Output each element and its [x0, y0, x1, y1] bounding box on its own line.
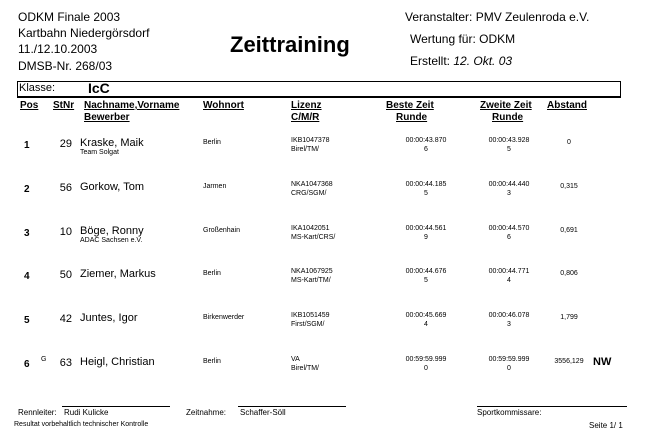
row-second-time	[479, 267, 539, 285]
row-second-lap: 6	[507, 233, 511, 241]
row-best-time	[396, 355, 456, 373]
timing-value: Schaffer-Söll	[240, 408, 286, 417]
row-best-time-value: 00:00:44.561	[405, 224, 447, 232]
footer-note: Resultat vorbehaltlich technischer Kontrolle	[14, 421, 149, 428]
row-gap: 0,315	[560, 182, 578, 190]
row-chassis: MS-Kart/TM/	[291, 277, 331, 285]
row-second-time	[479, 311, 539, 329]
row-wohnort: Berlin	[203, 358, 221, 365]
row-gap: 1,799	[560, 314, 578, 322]
klasse-label: Klasse:	[19, 82, 56, 94]
row-best-time-value: 00:00:45.669	[405, 312, 447, 320]
row-best-time	[396, 267, 456, 285]
row-stnr: 42	[59, 313, 72, 326]
row-best-lap: 6	[424, 146, 428, 153]
row-second-time	[479, 180, 539, 198]
row-best-lap: 9	[424, 233, 428, 241]
row-stnr: 50	[59, 269, 72, 282]
row-wohnort: Großenhain	[203, 226, 240, 234]
row-best-time-value: 00:00:44.676	[405, 268, 447, 276]
row-name: Kraske, Maik	[80, 137, 144, 149]
track-name: Kartbahn Niedergörsdorf	[18, 26, 150, 40]
row-stnr: 29	[59, 138, 72, 150]
race-director-label: Rennleiter:	[18, 408, 57, 417]
col-stnr: StNr	[53, 100, 75, 111]
row-second-time	[479, 224, 539, 242]
row-wohnort: Birkenwerder	[203, 314, 245, 322]
table-row	[0, 353, 650, 397]
row-nw: NW	[593, 356, 612, 368]
col-best-runde: Runde	[396, 112, 428, 123]
row-name: Heigl, Christian	[80, 356, 155, 368]
row-lizenz	[291, 224, 335, 242]
row-gap: 3556,129	[554, 358, 584, 365]
row-chassis: MS-Kart/CRS/	[291, 233, 336, 241]
row-best-time-value: 00:00:43.870	[405, 137, 447, 144]
row-stnr: 63	[59, 357, 72, 369]
table-row	[0, 178, 650, 222]
col-name: Nachname,Vorname	[84, 100, 180, 111]
klasse-value: IcC	[88, 80, 110, 96]
row-license: NKA1067925	[291, 268, 333, 276]
row-second-time	[479, 355, 539, 373]
row-wohnort: Berlin	[203, 139, 221, 146]
row-stnr: 56	[59, 181, 72, 194]
row-second-time-value: 00:00:44.771	[488, 268, 530, 276]
event-dates: 11./12.10.2003	[18, 42, 98, 56]
organizer-label: Veranstalter:	[405, 10, 473, 24]
row-pos: 3	[24, 227, 30, 239]
created-value: 12. Okt. 03	[453, 54, 513, 68]
col-second-runde: Runde	[492, 112, 524, 123]
row-lizenz	[291, 355, 319, 373]
row-second-time-value: 00:00:44.570	[488, 224, 530, 232]
row-best-time	[396, 224, 456, 242]
row-name: Juntes, Igor	[80, 312, 138, 325]
row-best-lap: 5	[424, 277, 428, 285]
row-pos: 4	[24, 271, 30, 283]
row-best-time-value: 00:59:59.999	[405, 356, 447, 363]
row-best-time-value: 00:00:44.185	[405, 180, 447, 188]
col-lizenz: Lizenz	[291, 100, 322, 111]
row-pos: 2	[24, 183, 30, 195]
row-best-lap: 5	[424, 189, 428, 197]
row-lizenz	[291, 180, 333, 198]
rating-label: Wertung für:	[410, 32, 476, 46]
row-team: Team Solgat	[80, 149, 119, 156]
created-line	[410, 53, 512, 69]
organizer-line	[405, 9, 589, 25]
row-team: ADAC Sachsen e.V.	[80, 236, 143, 244]
rating-value: ODKM	[479, 32, 516, 46]
col-best: Beste Zeit	[386, 100, 434, 111]
row-best-time	[396, 180, 456, 198]
table-row	[0, 222, 650, 266]
row-lizenz	[291, 136, 330, 154]
row-second-lap: 3	[507, 189, 511, 197]
row-license: IKA1042051	[291, 224, 330, 232]
col-second: Zweite Zeit	[480, 100, 532, 111]
row-wohnort: Berlin	[203, 270, 221, 278]
row-gap: 0,806	[560, 270, 578, 278]
col-pos: Pos	[20, 100, 39, 111]
row-chassis: First/SGM/	[291, 321, 325, 329]
row-pos: 5	[24, 315, 30, 327]
row-stnr: 10	[59, 225, 72, 238]
race-director-line	[62, 406, 170, 407]
row-second-time-value: 00:00:46.078	[488, 312, 530, 320]
row-second-lap: 3	[507, 321, 511, 329]
row-wohnort: Jarmen	[203, 182, 227, 190]
col-wohnort: Wohnort	[203, 100, 244, 111]
row-best-time	[396, 311, 456, 329]
commissioner-label: Sportkommissare:	[477, 408, 542, 417]
row-best-lap: 4	[424, 321, 428, 329]
col-gap: Abstand	[547, 100, 587, 111]
row-best-time	[396, 136, 456, 154]
row-flag: G	[41, 356, 47, 363]
row-name: Ziemer, Markus	[80, 268, 156, 281]
row-name: Gorkow, Tom	[80, 180, 144, 193]
row-license: IKB1051459	[291, 312, 330, 320]
created-label: Erstellt:	[410, 54, 451, 68]
row-license: VA	[291, 356, 300, 363]
row-pos: 1	[24, 140, 30, 151]
dmsb-number: DMSB-Nr. 268/03	[18, 59, 113, 73]
row-pos: 6	[24, 359, 30, 370]
page-number: Seite 1/ 1	[589, 421, 623, 430]
table-row	[0, 265, 650, 309]
row-chassis: Birel/TM/	[291, 365, 319, 372]
race-director: Rudi Kulicke	[64, 408, 109, 417]
col-bewerber: Bewerber	[84, 112, 130, 123]
row-lizenz	[291, 267, 333, 285]
table-row	[0, 309, 650, 353]
header-rule	[17, 96, 621, 98]
organizer-value: PMV Zeulenroda e.V.	[475, 10, 590, 24]
row-second-lap: 4	[507, 277, 511, 285]
page-title: Zeittraining	[230, 32, 350, 57]
row-second-time-value: 00:00:43.928	[488, 137, 530, 144]
event-name: ODKM Finale 2003	[18, 10, 121, 24]
timing-label: Zeitnahme:	[186, 408, 227, 417]
row-name: Böge, Ronny	[80, 224, 144, 237]
row-gap: 0	[567, 139, 571, 146]
row-license: IKB1047378	[291, 137, 330, 144]
row-license: NKA1047368	[291, 180, 333, 188]
row-second-time-value: 00:59:59.999	[488, 356, 530, 363]
timing-line	[238, 406, 346, 407]
row-gap: 0,691	[560, 226, 578, 234]
row-second-time-value: 00:00:44.440	[488, 180, 530, 188]
row-second-lap: 0	[507, 365, 511, 372]
commissioner-line	[477, 406, 627, 407]
row-chassis: CRG/SGM/	[291, 189, 327, 197]
row-chassis: Birel/TM/	[291, 146, 319, 153]
col-cmr: C/M/R	[291, 112, 320, 123]
row-second-time	[479, 136, 539, 154]
table-row	[0, 134, 650, 178]
row-best-lap: 0	[424, 365, 428, 372]
rating-line	[410, 31, 515, 47]
row-second-lap: 5	[507, 146, 511, 153]
row-lizenz	[291, 311, 330, 329]
